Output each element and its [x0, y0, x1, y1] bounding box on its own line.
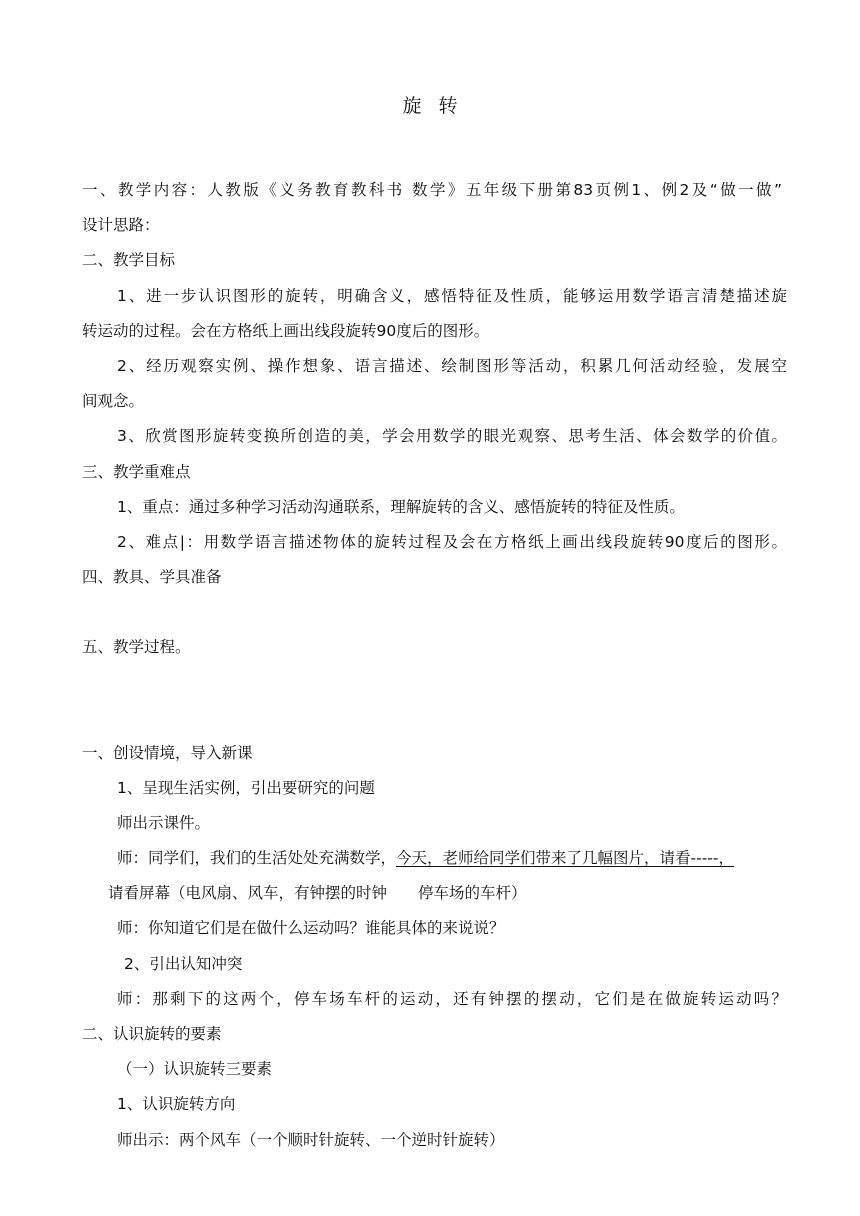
key-point-line: 1、重点：通过多种学习活动沟通联系，理解旋转的含义、感悟旋转的特征及性质。 — [117, 498, 685, 516]
section-heading-key-points: 三、教学重难点 — [82, 463, 191, 481]
goal-3-line: 3、欣赏图形旋转变换所创造的美，学会用数学的眼光观察、思考生活、体会数学的价值。 — [117, 427, 787, 445]
subsection-three-elements: （一）认识旋转三要素 — [117, 1060, 273, 1078]
recognize-direction-line: 1、认识旋转方向 — [117, 1095, 236, 1113]
section-heading-process: 五、教学过程。 — [82, 638, 191, 656]
title-char-2: 转 — [438, 95, 458, 117]
document-title — [0, 94, 860, 118]
teacher-speech-intro: 师：同学们，我们的生活处处充满数学， — [117, 849, 397, 867]
teacher-question-line: 师：你知道它们是在做什么运动吗？谁能具体的来说说？ — [117, 919, 505, 937]
step-2-line: 2、引出认知冲突 — [124, 955, 243, 973]
teacher-speech-underlined: 今天，老师给同学们带来了几幅图片，请看-----， — [396, 849, 734, 867]
teacher-shows-windmills-line: 师出示：两个风车（一个顺时针旋转、一个逆时针旋转） — [117, 1131, 505, 1149]
teacher-question-2-line: 师：那剩下的这两个，停车场车杆的运动，还有钟摆的摆动，它们是在做旋转运动吗？ — [117, 990, 787, 1008]
goal-1-line-2: 转运动的过程。会在方格纸上画出线段旋转90度后的图形。 — [82, 322, 490, 340]
teacher-shows-courseware-line: 师出示课件。 — [117, 814, 211, 832]
teacher-speech-line-1 — [117, 848, 787, 868]
difficulty-line: 2、难点|：用数学语言描述物体的旋转过程及会在方格纸上画出线段旋转90度后的图形。 — [117, 533, 787, 551]
part-2-heading: 二、认识旋转的要素 — [82, 1025, 222, 1043]
title-char-1: 旋 — [402, 95, 422, 117]
screen-items-line: 请看屏幕（电风扇、风车，有钟摆的时钟 停车场的车杆） — [108, 884, 527, 902]
goal-1-line-1: 1、进一步认识图形的旋转，明确含义，感悟特征及性质，能够运用数学语言清楚描述旋 — [117, 287, 787, 305]
step-1-line: 1、呈现生活实例，引出要研究的问题 — [117, 779, 375, 797]
teaching-content-line: 一、教学内容：人教版《义务教育教科书 数学》五年级下册第83页例1、例2及“做一做” — [82, 181, 782, 199]
goal-2-line-2: 间观念。 — [82, 392, 145, 410]
part-1-heading: 一、创设情境，导入新课 — [82, 744, 253, 762]
design-idea-line: 设计思路： — [82, 216, 160, 234]
section-heading-goals: 二、教学目标 — [82, 251, 176, 269]
section-heading-tools: 四、教具、学具准备 — [82, 568, 222, 586]
goal-2-line-1: 2、经历观察实例、操作想象、语言描述、绘制图形等活动，积累几何活动经验，发展空 — [117, 357, 787, 375]
